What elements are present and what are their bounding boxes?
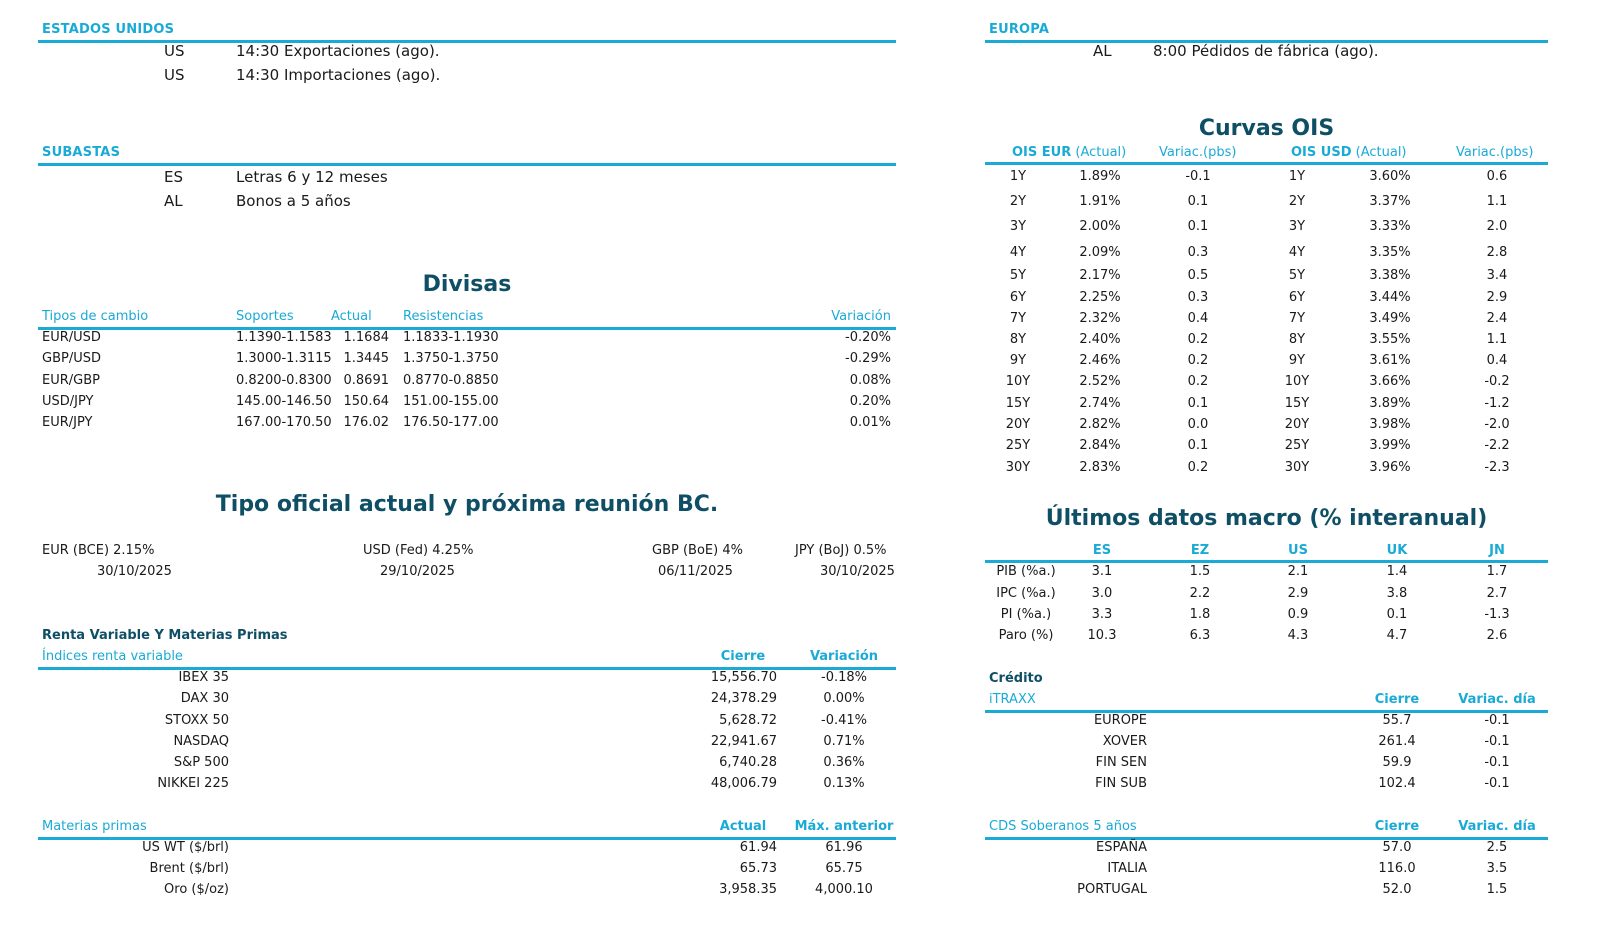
fx-support: 0.8200-0.8300 <box>236 373 332 388</box>
ois-header-eur <box>1012 145 1126 160</box>
ois-eur-var: 0.3 <box>1187 245 1209 260</box>
equity-change: -0.18% <box>821 670 867 685</box>
macro-value: 3.3 <box>1091 607 1113 622</box>
cds-name: ITALIA <box>1107 861 1147 876</box>
macro-rule <box>985 560 1548 563</box>
ois-eur-value: 2.40% <box>1079 332 1121 347</box>
ois-usd-value: 3.33% <box>1369 219 1411 234</box>
ois-usd-tenor: 15Y <box>1284 396 1310 411</box>
central-banks-title: Tipo oficial actual y próxima reunión BC. <box>215 492 719 517</box>
ois-eur-value: 1.91% <box>1079 194 1121 209</box>
macro-title: Últimos datos macro (% interanual) <box>1045 506 1488 531</box>
equity-change: 0.71% <box>823 734 865 749</box>
equity-close: 5,628.72 <box>719 713 777 728</box>
ois-usd-value: 3.66% <box>1369 374 1411 389</box>
us-section-title: ESTADOS UNIDOS <box>42 22 175 37</box>
credit-close: 55.7 <box>1382 713 1412 728</box>
commodity-prevmax: 61.96 <box>825 840 863 855</box>
divisas-title: Divisas <box>422 272 512 297</box>
divisas-header-support: Soportes <box>236 309 294 324</box>
fx-resistance: 1.3750-1.3750 <box>403 351 499 366</box>
fx-change: -0.20% <box>845 330 891 345</box>
ois-usd-value: 3.61% <box>1369 353 1411 368</box>
equities-header-name: Índices renta variable <box>42 649 183 664</box>
ois-usd-var: 0.4 <box>1486 353 1508 368</box>
ois-rule <box>985 162 1548 165</box>
ois-usd-value: 3.44% <box>1369 290 1411 305</box>
event-text: 14:30 Exportaciones (ago). <box>236 42 440 60</box>
fx-change: -0.29% <box>845 351 891 366</box>
credit-name: EUROPE <box>1093 713 1147 728</box>
cb-rate-jpy: JPY (BoJ) 0.5% <box>795 543 887 558</box>
fx-change: 0.08% <box>849 373 891 388</box>
macro-col-header: JN <box>1489 543 1505 558</box>
ois-usd-var: -0.2 <box>1484 374 1510 389</box>
fx-current: 1.1684 <box>343 330 389 345</box>
equity-close: 15,556.70 <box>710 670 777 685</box>
cb-date-eur: 30/10/2025 <box>97 564 172 579</box>
credit-name: XOVER <box>1102 734 1147 749</box>
macro-value: 0.1 <box>1386 607 1408 622</box>
ois-eur-value: 2.82% <box>1079 417 1121 432</box>
macro-row-label: PI (%a.) <box>1000 607 1052 622</box>
fx-pair: EUR/GBP <box>42 373 100 388</box>
macro-value: 4.7 <box>1386 628 1408 643</box>
ois-eur-value: 2.52% <box>1079 374 1121 389</box>
macro-value: 3.1 <box>1091 564 1113 579</box>
ois-eur-var: 0.0 <box>1187 417 1209 432</box>
cds-close: 52.0 <box>1382 882 1412 897</box>
macro-value: -1.3 <box>1484 607 1510 622</box>
event-text: 14:30 Importaciones (ago). <box>236 66 441 84</box>
ois-eur-tenor: 1Y <box>1009 169 1027 184</box>
equity-name: IBEX 35 <box>178 670 229 685</box>
cds-change: 3.5 <box>1486 861 1508 876</box>
cb-date-jpy: 30/10/2025 <box>820 564 895 579</box>
ois-title: Curvas OIS <box>1198 116 1335 141</box>
event-country: US <box>164 66 185 84</box>
credit-change: -0.1 <box>1484 713 1510 728</box>
equity-name: NASDAQ <box>173 734 229 749</box>
equity-change: -0.41% <box>821 713 867 728</box>
cds-header-close: Cierre <box>1374 819 1420 834</box>
ois-eur-var: 0.1 <box>1187 438 1209 453</box>
macro-value: 1.5 <box>1189 564 1211 579</box>
ois-header-usd-rest: (Actual) <box>1351 145 1407 160</box>
ois-eur-tenor: 2Y <box>1009 194 1027 209</box>
ois-usd-var: -1.2 <box>1484 396 1510 411</box>
divisas-header-current: Actual <box>331 309 372 324</box>
fx-current: 150.64 <box>343 394 389 409</box>
ois-eur-value: 2.17% <box>1079 268 1121 283</box>
credit-change: -0.1 <box>1484 734 1510 749</box>
macro-value: 2.9 <box>1287 586 1309 601</box>
ois-usd-value: 3.60% <box>1369 169 1411 184</box>
ois-eur-value: 2.25% <box>1079 290 1121 305</box>
divisas-header-change: Variación <box>831 309 891 324</box>
credit-section-title: Crédito <box>989 671 1043 686</box>
ois-eur-value: 2.84% <box>1079 438 1121 453</box>
ois-header-usd-bold: OIS USD <box>1291 145 1352 160</box>
ois-eur-tenor: 15Y <box>1005 396 1031 411</box>
ois-usd-var: 2.0 <box>1486 219 1508 234</box>
macro-value: 0.9 <box>1287 607 1309 622</box>
divisas-header-resistance: Resistencias <box>403 309 484 324</box>
macro-row-label: Paro (%) <box>998 628 1054 643</box>
event-text: Letras 6 y 12 meses <box>236 168 388 186</box>
commodity-current: 61.94 <box>739 840 777 855</box>
commodities-header-prevmax: Máx. anterior <box>794 819 894 834</box>
credit-header-name: iTRAXX <box>989 692 1036 707</box>
macro-value: 4.3 <box>1287 628 1309 643</box>
ois-usd-value: 3.89% <box>1369 396 1411 411</box>
ois-usd-tenor: 25Y <box>1284 438 1310 453</box>
ois-usd-tenor: 20Y <box>1284 417 1310 432</box>
fx-current: 1.3445 <box>343 351 389 366</box>
fx-change: 0.20% <box>849 394 891 409</box>
ois-eur-tenor: 5Y <box>1009 268 1027 283</box>
fx-pair: USD/JPY <box>42 394 94 409</box>
commodities-header-current: Actual <box>719 819 767 834</box>
ois-eur-tenor: 3Y <box>1009 219 1027 234</box>
fx-current: 176.02 <box>343 415 389 430</box>
commodities-header-name: Materias primas <box>42 819 147 834</box>
ois-eur-var: 0.4 <box>1187 311 1209 326</box>
ois-eur-var: 0.1 <box>1187 194 1209 209</box>
ois-eur-tenor: 9Y <box>1009 353 1027 368</box>
event-country: US <box>164 42 185 60</box>
ois-eur-value: 2.83% <box>1079 460 1121 475</box>
ois-usd-value: 3.99% <box>1369 438 1411 453</box>
ois-eur-tenor: 10Y <box>1005 374 1031 389</box>
fx-change: 0.01% <box>849 415 891 430</box>
ois-usd-var: 2.8 <box>1486 245 1508 260</box>
equity-change: 0.13% <box>823 776 865 791</box>
credit-header-close: Cierre <box>1374 692 1420 707</box>
ois-eur-value: 1.89% <box>1079 169 1121 184</box>
ois-eur-var: 0.1 <box>1187 396 1209 411</box>
cb-rate-gbp: GBP (BoE) 4% <box>652 543 743 558</box>
commodity-name: US WT ($/brl) <box>142 840 229 855</box>
ois-usd-var: 2.9 <box>1486 290 1508 305</box>
equity-close: 22,941.67 <box>710 734 777 749</box>
event-country: AL <box>1093 42 1112 60</box>
fx-resistance: 151.00-155.00 <box>403 394 499 409</box>
ois-usd-tenor: 3Y <box>1288 219 1306 234</box>
europa-section-title: EUROPA <box>989 22 1050 37</box>
equity-close: 24,378.29 <box>710 691 777 706</box>
commodity-current: 3,958.35 <box>719 882 777 897</box>
ois-eur-var: 0.2 <box>1187 353 1209 368</box>
cds-close: 116.0 <box>1378 861 1416 876</box>
ois-usd-value: 3.37% <box>1369 194 1411 209</box>
credit-change: -0.1 <box>1484 776 1510 791</box>
macro-value: 3.8 <box>1386 586 1408 601</box>
cds-name: PORTUGAL <box>1077 882 1147 897</box>
ois-usd-var: -2.3 <box>1484 460 1510 475</box>
equities-header-change: Variación <box>809 649 879 664</box>
ois-eur-var: 0.2 <box>1187 460 1209 475</box>
ois-usd-var: -2.2 <box>1484 438 1510 453</box>
credit-close: 102.4 <box>1378 776 1416 791</box>
macro-value: 2.7 <box>1486 586 1508 601</box>
macro-col-header: US <box>1288 543 1308 558</box>
equity-change: 0.00% <box>823 691 865 706</box>
equity-name: S&P 500 <box>173 755 229 770</box>
ois-usd-tenor: 8Y <box>1288 332 1306 347</box>
cds-close: 57.0 <box>1382 840 1412 855</box>
divisas-header-pair: Tipos de cambio <box>42 309 149 324</box>
ois-eur-var: 0.1 <box>1187 219 1209 234</box>
ois-usd-tenor: 10Y <box>1284 374 1310 389</box>
ois-eur-value: 2.46% <box>1079 353 1121 368</box>
ois-eur-tenor: 4Y <box>1009 245 1027 260</box>
macro-value: 1.8 <box>1189 607 1211 622</box>
fx-resistance: 1.1833-1.1930 <box>403 330 499 345</box>
ois-usd-value: 3.49% <box>1369 311 1411 326</box>
subastas-section-title: SUBASTAS <box>42 145 121 160</box>
ois-eur-tenor: 30Y <box>1005 460 1031 475</box>
fx-pair: EUR/USD <box>42 330 101 345</box>
cds-header-name: CDS Soberanos 5 años <box>989 819 1137 834</box>
cb-rate-usd: USD (Fed) 4.25% <box>363 543 474 558</box>
ois-eur-tenor: 8Y <box>1009 332 1027 347</box>
equity-close: 48,006.79 <box>710 776 777 791</box>
macro-col-header: UK <box>1386 543 1408 558</box>
ois-usd-value: 3.55% <box>1369 332 1411 347</box>
ois-usd-var: 1.1 <box>1486 332 1508 347</box>
equities-header-close: Cierre <box>720 649 766 664</box>
macro-value: 2.6 <box>1486 628 1508 643</box>
ois-eur-tenor: 6Y <box>1009 290 1027 305</box>
fx-support: 1.1390-1.1583 <box>236 330 332 345</box>
cb-rate-eur: EUR (BCE) 2.15% <box>42 543 155 558</box>
commodity-current: 65.73 <box>739 861 777 876</box>
fx-resistance: 176.50-177.00 <box>403 415 499 430</box>
ois-eur-tenor: 25Y <box>1005 438 1031 453</box>
ois-header-usd <box>1291 145 1407 160</box>
macro-value: 2.2 <box>1189 586 1211 601</box>
ois-eur-var: -0.1 <box>1185 169 1211 184</box>
fx-pair: GBP/USD <box>42 351 101 366</box>
credit-name: FIN SUB <box>1095 776 1147 791</box>
event-country: AL <box>164 192 183 210</box>
macro-value: 10.3 <box>1087 628 1117 643</box>
commodity-name: Brent ($/brl) <box>149 861 229 876</box>
event-country: ES <box>164 168 183 186</box>
macro-value: 1.7 <box>1486 564 1508 579</box>
macro-value: 6.3 <box>1189 628 1211 643</box>
ois-eur-value: 2.32% <box>1079 311 1121 326</box>
fx-support: 145.00-146.50 <box>236 394 332 409</box>
subastas-section-rule <box>38 163 896 166</box>
macro-value: 1.4 <box>1386 564 1408 579</box>
cb-date-usd: 29/10/2025 <box>380 564 455 579</box>
ois-header-eur-bold: OIS EUR <box>1012 145 1072 160</box>
fx-resistance: 0.8770-0.8850 <box>403 373 499 388</box>
ois-usd-tenor: 9Y <box>1288 353 1306 368</box>
equity-change: 0.36% <box>823 755 865 770</box>
ois-usd-tenor: 2Y <box>1288 194 1306 209</box>
credit-close: 59.9 <box>1382 755 1412 770</box>
ois-eur-value: 2.09% <box>1079 245 1121 260</box>
cds-name: ESPAÑA <box>1096 840 1147 855</box>
credit-header-change: Variac. día <box>1458 692 1536 707</box>
ois-usd-value: 3.38% <box>1369 268 1411 283</box>
ois-usd-tenor: 6Y <box>1288 290 1306 305</box>
cds-change: 2.5 <box>1486 840 1508 855</box>
equity-close: 6,740.28 <box>719 755 777 770</box>
fx-current: 0.8691 <box>343 373 389 388</box>
cds-change: 1.5 <box>1486 882 1508 897</box>
ois-eur-tenor: 20Y <box>1005 417 1031 432</box>
ois-eur-value: 2.00% <box>1079 219 1121 234</box>
event-text: Bonos a 5 años <box>236 192 351 210</box>
equity-name: DAX 30 <box>180 691 229 706</box>
cds-header-change: Variac. día <box>1458 819 1536 834</box>
ois-header-eur-rest: (Actual) <box>1071 145 1127 160</box>
ois-eur-tenor: 7Y <box>1009 311 1027 326</box>
equities-section-title: Renta Variable Y Materias Primas <box>42 628 288 643</box>
ois-usd-tenor: 7Y <box>1288 311 1306 326</box>
ois-usd-var: 3.4 <box>1486 268 1508 283</box>
macro-col-header: EZ <box>1190 543 1210 558</box>
macro-col-header: ES <box>1092 543 1112 558</box>
ois-header-eur-var: Variac.(pbs) <box>1159 145 1237 160</box>
ois-usd-tenor: 1Y <box>1288 169 1306 184</box>
ois-usd-value: 3.96% <box>1369 460 1411 475</box>
cb-date-gbp: 06/11/2025 <box>658 564 733 579</box>
fx-support: 1.3000-1.3115 <box>236 351 332 366</box>
ois-eur-var: 0.5 <box>1187 268 1209 283</box>
ois-usd-value: 3.35% <box>1369 245 1411 260</box>
equity-name: STOXX 50 <box>164 713 229 728</box>
macro-value: 3.0 <box>1091 586 1113 601</box>
commodity-prevmax: 65.75 <box>825 861 863 876</box>
equity-name: NIKKEI 225 <box>157 776 229 791</box>
credit-name: FIN SEN <box>1095 755 1147 770</box>
macro-row-label: PIB (%a.) <box>996 564 1056 579</box>
ois-eur-var: 0.2 <box>1187 374 1209 389</box>
macro-row-label: IPC (%a.) <box>996 586 1056 601</box>
ois-usd-tenor: 5Y <box>1288 268 1306 283</box>
ois-usd-var: 2.4 <box>1486 311 1508 326</box>
commodity-name: Oro ($/oz) <box>164 882 229 897</box>
macro-value: 2.1 <box>1287 564 1309 579</box>
ois-header-usd-var: Variac.(pbs) <box>1456 145 1534 160</box>
ois-usd-tenor: 4Y <box>1288 245 1306 260</box>
ois-eur-var: 0.2 <box>1187 332 1209 347</box>
credit-change: -0.1 <box>1484 755 1510 770</box>
ois-usd-var: -2.0 <box>1484 417 1510 432</box>
event-text: 8:00 Pédidos de fábrica (ago). <box>1153 42 1379 60</box>
ois-usd-var: 1.1 <box>1486 194 1508 209</box>
fx-support: 167.00-170.50 <box>236 415 332 430</box>
ois-usd-value: 3.98% <box>1369 417 1411 432</box>
commodity-prevmax: 4,000.10 <box>815 882 873 897</box>
fx-pair: EUR/JPY <box>42 415 93 430</box>
ois-eur-var: 0.3 <box>1187 290 1209 305</box>
ois-eur-value: 2.74% <box>1079 396 1121 411</box>
credit-close: 261.4 <box>1378 734 1416 749</box>
ois-usd-var: 0.6 <box>1486 169 1508 184</box>
ois-usd-tenor: 30Y <box>1284 460 1310 475</box>
